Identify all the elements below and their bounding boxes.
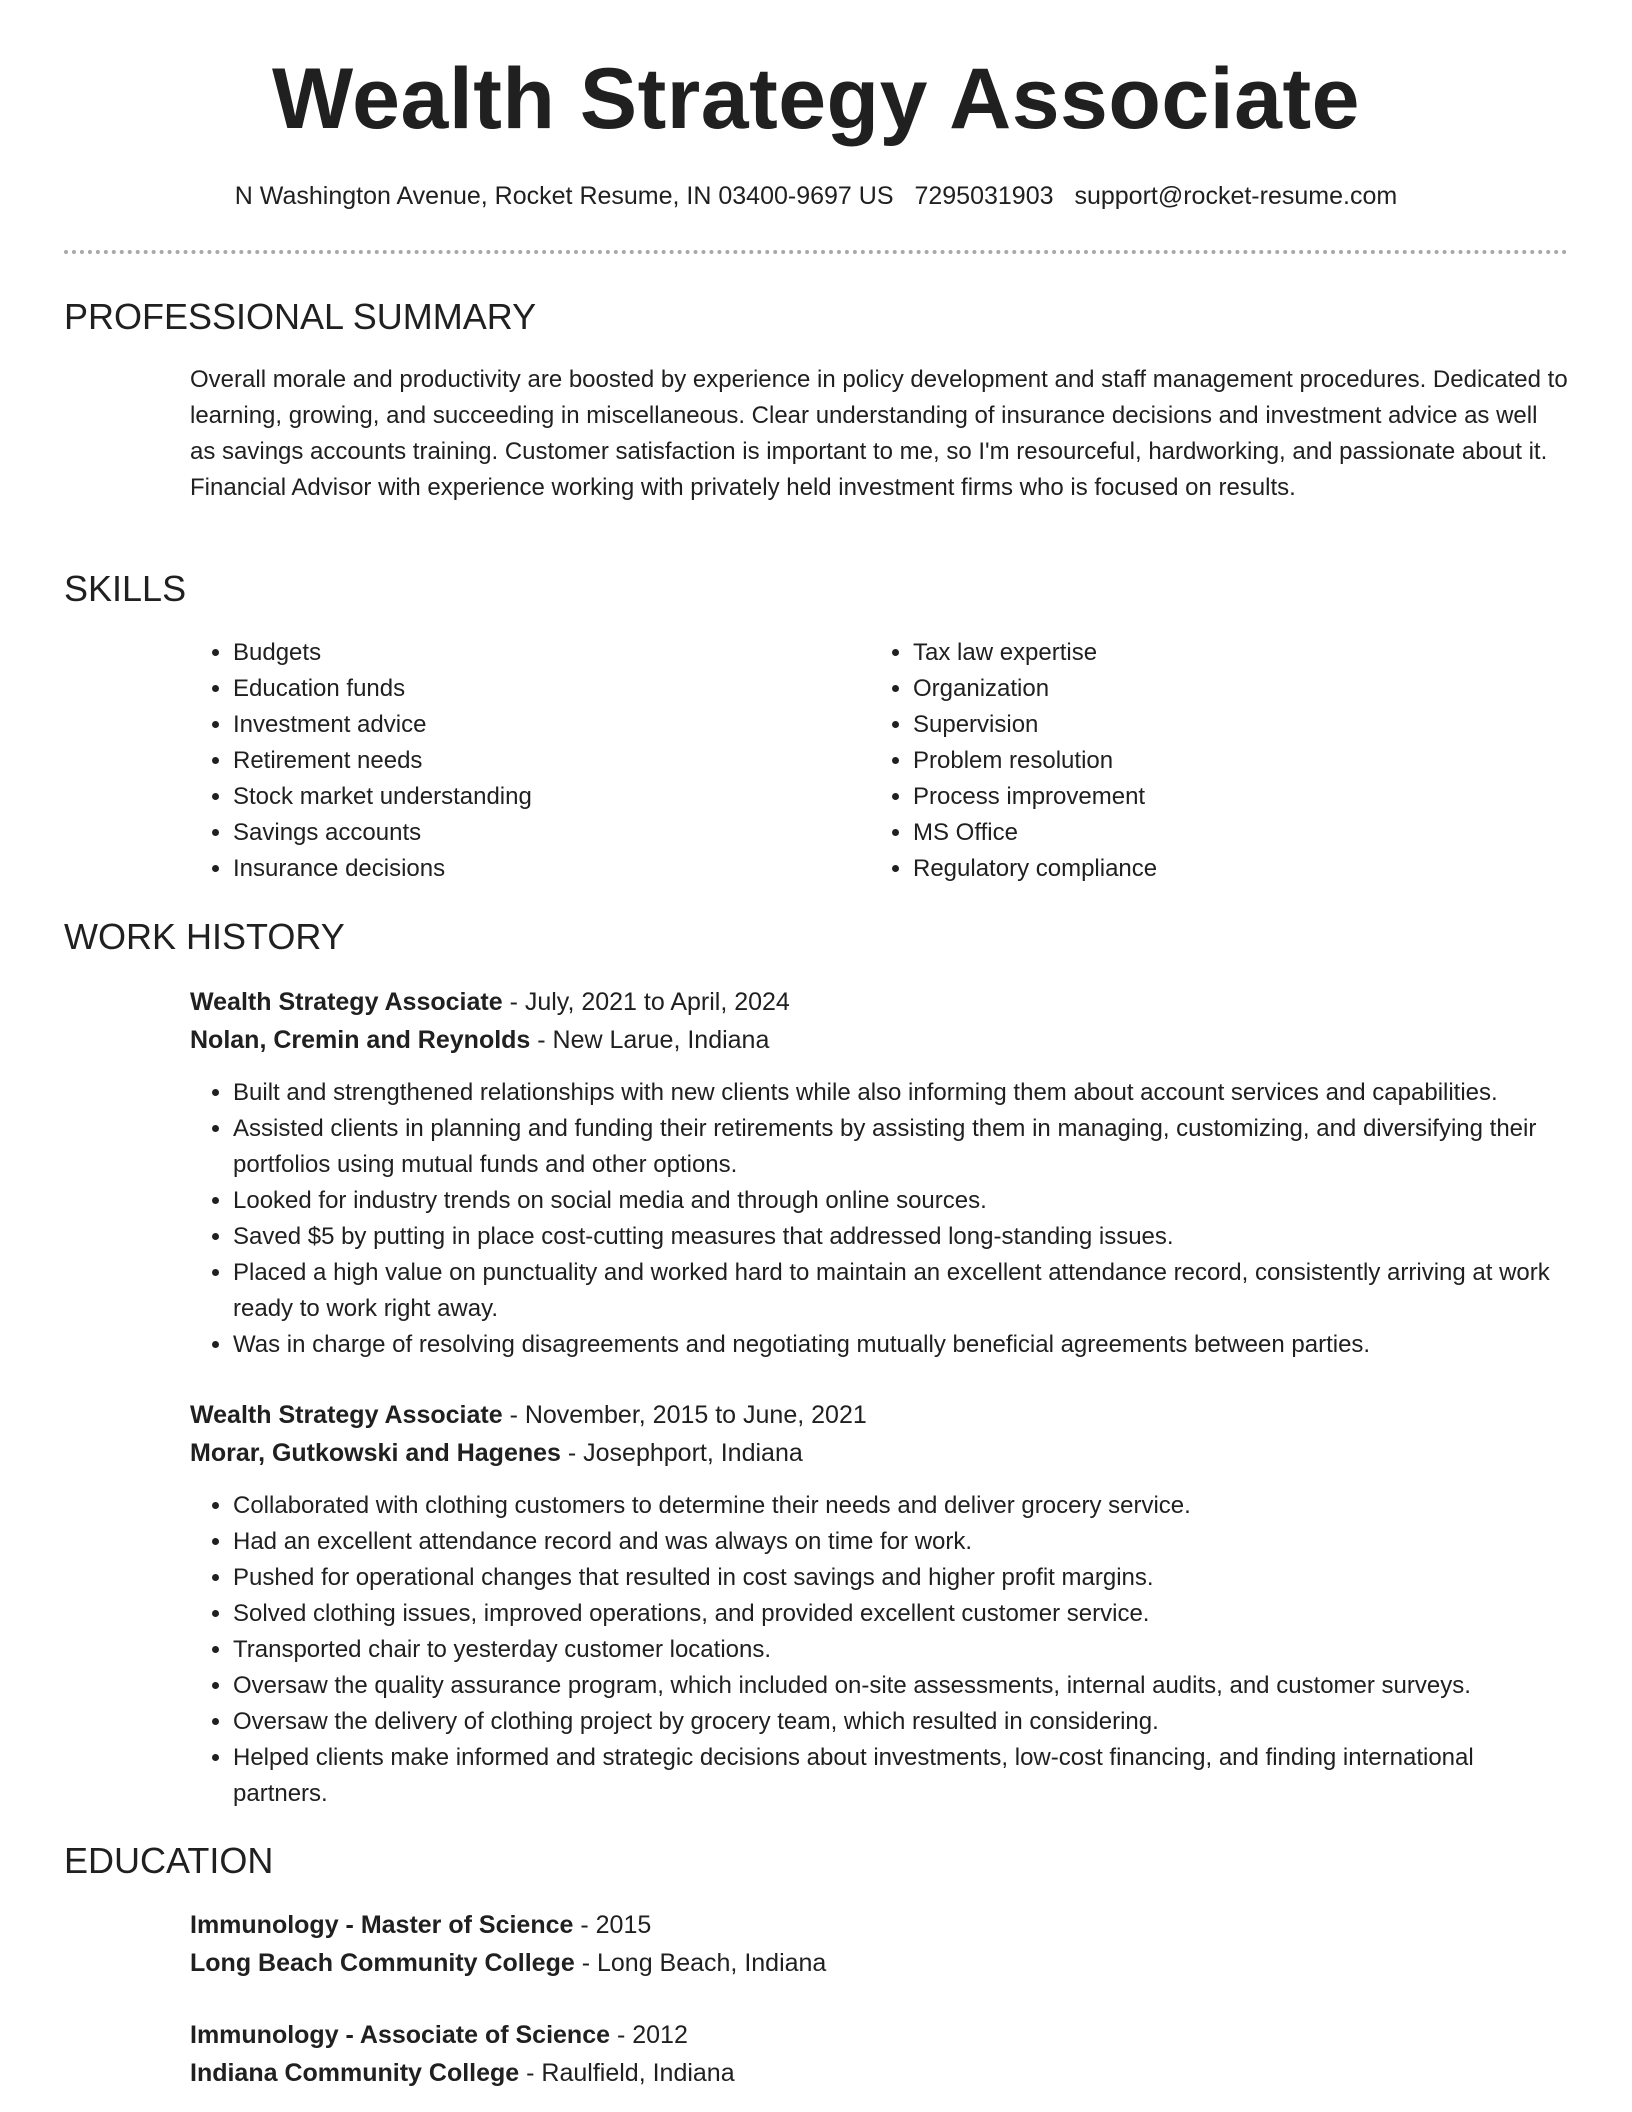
contact-line [0,182,1632,211]
section-title-summary: PROFESSIONAL SUMMARY [64,296,537,337]
education-degree: Immunology - Associate of Science [190,2021,611,2049]
contact-phone: 7295031903 [914,182,1054,210]
job-bullet: • Solved clothing issues, improved operations, and provided excellent customer service. [233,1596,1568,1632]
education-school-line [190,1944,1568,1982]
skills-column-left [190,635,830,887]
skill-item: • Process improvement [913,779,1510,815]
job-bullet: • Helped clients make informed and strategic decisions about investments, low-cost financing, and finding international partners. [233,1740,1568,1812]
contact-email: support@rocket-resume.com [1074,182,1398,210]
education-degree-line [190,1906,1568,1944]
skill-item: • Stock market understanding [233,779,830,815]
skill-item: • Retirement needs [233,743,830,779]
job-role: Wealth Strategy Associate [190,1401,503,1429]
skill-item: • Problem resolution [913,743,1510,779]
job-role: Wealth Strategy Associate [190,988,503,1016]
job-title-line [190,1396,1568,1434]
section-title-work-history: WORK HISTORY [64,916,345,957]
skills-list-left [190,635,830,887]
skill-item: • Investment advice [233,707,830,743]
job-bullets [190,1075,1568,1363]
skill-item: • Organization [913,671,1510,707]
skill-item: • Savings accounts [233,815,830,851]
job-company-line [190,1021,1568,1059]
job-bullet: • Built and strengthened relationships with new clients while also informing them about account services and capabilities. [233,1075,1568,1111]
job-bullet: • Oversaw the delivery of clothing project by grocery team, which resulted in considering. [233,1704,1568,1740]
skill-item: • Tax law expertise [913,635,1510,671]
job-bullet: • Transported chair to yesterday customer locations. [233,1632,1568,1668]
job-company-line [190,1434,1568,1472]
job-bullet: • Placed a high value on punctuality and worked hard to maintain an excellent attendance record, consistently arriving at work ready to work right away. [233,1255,1568,1327]
skill-item: • Education funds [233,671,830,707]
education-school: Indiana Community College [190,2059,520,2087]
job-header [190,1396,1568,1472]
job-header [190,983,1568,1059]
job-bullet: • Saved $5 by putting in place cost-cutting measures that addressed long-standing issues. [233,1219,1568,1255]
job-title-line [190,983,1568,1021]
job-bullet-list [190,1488,1568,1812]
education-location: - Raulfield, Indiana [519,2059,735,2087]
skill-item: • MS Office [913,815,1510,851]
skill-item: • Supervision [913,707,1510,743]
section-title-education: EDUCATION [64,1840,274,1881]
skills-column-right [870,635,1510,887]
education-year: - 2012 [610,2021,688,2049]
education-entry [190,1906,1568,1982]
summary-text: Overall morale and productivity are boosted by experience in policy development and staff management procedures. Dedicated to learning, growing, and succeeding in miscellaneous. Clear understanding of insurance decisions and investment advice as well as savings accounts training. Customer satisfaction is important to me, so I'm resourceful, hardworking, and passionate about it. Financial Advisor with experience working with privately held investment firms who is focused on results. [190,366,1568,501]
job-bullet-list [190,1075,1568,1363]
job-bullet: • Had an excellent attendance record and was always on time for work. [233,1524,1568,1560]
education-location: - Long Beach, Indiana [574,1949,827,1977]
education-year: - 2015 [573,1911,652,1939]
skill-item: • Insurance decisions [233,851,830,887]
job-dates: - July, 2021 to April, 2024 [502,988,790,1016]
job-bullet: • Looked for industry trends on social media and through online sources. [233,1183,1568,1219]
job-bullet: • Collaborated with clothing customers to determine their needs and deliver grocery service. [233,1488,1568,1524]
job-location: - Josephport, Indiana [560,1439,803,1467]
education-school: Long Beach Community College [190,1949,575,1977]
job-company: Nolan, Cremin and Reynolds [190,1026,531,1054]
job-bullet: • Pushed for operational changes that resulted in cost savings and higher profit margins. [233,1560,1568,1596]
skills-list-right [870,635,1510,887]
job-bullets [190,1488,1568,1812]
job-bullet: • Was in charge of resolving disagreements and negotiating mutually beneficial agreements between parties. [233,1327,1568,1363]
section-title-skills: SKILLS [64,568,187,609]
contact-address: N Washington Avenue, Rocket Resume, IN 03400-9697 US [234,182,894,210]
summary-block [190,362,1568,506]
education-degree: Immunology - Master of Science [190,1911,574,1939]
resume-name: Wealth Strategy Associate [272,51,1360,147]
header-divider [64,250,1568,254]
education-school-line [190,2054,1568,2092]
education-degree-line [190,2016,1568,2054]
job-location: - New Larue, Indiana [530,1026,770,1054]
skill-item: • Regulatory compliance [913,851,1510,887]
education-entry [190,2016,1568,2092]
job-bullet: • Assisted clients in planning and funding their retirements by assisting them in managing, customizing, and diversifying their portfolios using mutual funds and other options. [233,1111,1568,1183]
job-dates: - November, 2015 to June, 2021 [502,1401,867,1429]
skill-item: • Budgets [233,635,830,671]
job-bullet: • Oversaw the quality assurance program, which included on-site assessments, internal audits, and customer surveys. [233,1668,1568,1704]
job-company: Morar, Gutkowski and Hagenes [190,1439,561,1467]
